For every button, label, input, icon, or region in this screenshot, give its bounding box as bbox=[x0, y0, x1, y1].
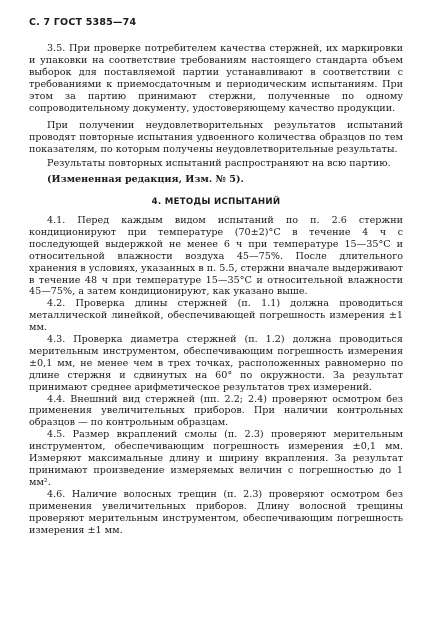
paragraph-4-6: 4.6. Наличие волосных трещин (п. 2.3) проверяют осмотром без применения увеличительных приборов. Длину волосной трещины проверяют мерительным инструментом, обеспечивающим погрешность измерения ±1 мм. bbox=[29, 488, 403, 536]
paragraph-repeat-results: Результаты повторных испытаний распространяют на всю партию. bbox=[47, 158, 391, 170]
edition-note: (Измененная редакция, Изм. № 5). bbox=[47, 174, 244, 186]
paragraph-4-3: 4.3. Проверка диаметра стержней (п. 1.2) должна проводиться мерительным инструментом, обеспечивающим погрешность измерения ±0,1 мм, не менее чем в трех точках, расположенных равномерно по длине стержня и сдвинутых на 60° по окружности. За результат принимают среднее арифметическое результатов трех измерений. bbox=[29, 334, 403, 393]
paragraph-3-5: 3.5. При проверке потребителем качества стержней, их маркировки и упаковки на соответствие требованиям настоящего стандарта объем выборок для поставляемой партии устанавливают в соответствии с требованиями к приемосдаточным и периодическим испытаниям. При этом за партию принимают стержни, полученные по одному сопроводительному документу, удостоверяющему качество продукции. bbox=[29, 43, 403, 114]
paragraph-4-5: 4.5. Размер вкраплений смолы (п. 2.3) проверяют мерительным инструментом, обеспечивающим погрешность измерения ±0,1 мм. Измеряют максимальные длину и ширину вкрапления. За результат принимают произведение измеряемых величин с погрешностью до 1 мм². bbox=[29, 429, 403, 488]
paragraph-4-4: 4.4. Внешний вид стержней (пп. 2.2; 2.4) проверяют осмотром без применения увеличительных приборов. При наличии контрольных образцов — по контрольным образцам. bbox=[29, 393, 403, 429]
paragraph-4-2: 4.2. Проверка длины стержней (п. 1.1) должна проводиться металлической линейкой, обеспечивающей погрешность измерения ±1 мм. bbox=[29, 298, 403, 334]
paragraph-4-1: 4.1. Перед каждым видом испытаний по п. 2.6 стержни кондиционируют при температуре (70±2)°С в течение 4 ч с последующей выдержкой не менее 6 ч при температуре 15—35°С и относительной влажности воздуха 45—75%. После длительного хранения в условиях, указанных в п. 5.5, стержни вначале выдерживают в течение 48 ч при температуре 15—35°С и относительной влажности 45—75%, а затем кондиционируют, как указано выше. bbox=[29, 214, 403, 298]
document-body bbox=[29, 43, 403, 536]
section-title: 4. МЕТОДЫ ИСПЫТАНИЙ bbox=[151, 196, 281, 207]
page-header: С. 7 ГОСТ 5385—74 bbox=[29, 17, 137, 28]
paragraph-unsatisfactory-results: При получении неудовлетворительных результатов испытаний проводят повторные испытания удвоенного количества образцов по тем показателям, по которым получены неудовлетворительные результаты. bbox=[29, 120, 403, 156]
